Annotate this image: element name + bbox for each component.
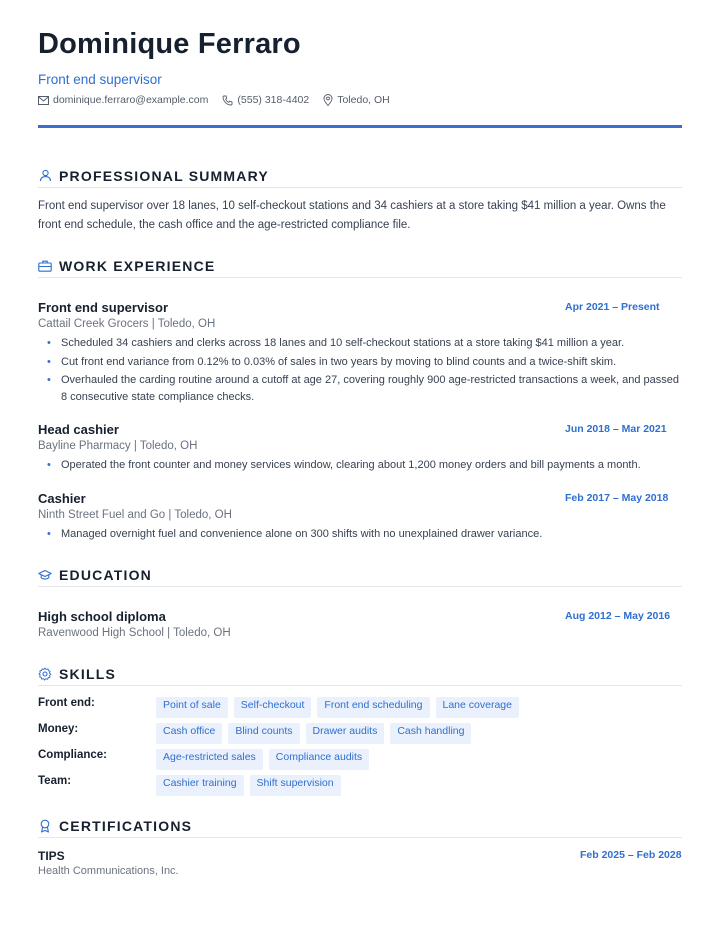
mail-icon <box>38 96 49 105</box>
education-dates: Aug 2012 – May 2016 <box>565 610 671 622</box>
candidate-name: Dominique Ferraro <box>38 28 301 60</box>
skill-category-label: Compliance: <box>38 749 108 761</box>
certification-title: TIPS <box>38 849 65 863</box>
job-bullets <box>38 335 682 405</box>
skill-category-label: Money: <box>38 723 79 735</box>
section-title: EDUCATION <box>59 566 152 583</box>
skill-chip: Compliance audits <box>269 749 369 770</box>
skill-chip: Age-restricted sales <box>156 749 263 770</box>
bullet-item: • Cut front end variance from 0.12% to 0.03% of sales in two years by moving to blind counts and a twice-shift skim. <box>38 354 682 371</box>
skill-chip: Blind counts <box>228 723 299 744</box>
section-experience-header <box>38 254 682 278</box>
briefcase-icon <box>38 259 52 273</box>
skill-chip: Drawer audits <box>306 723 385 744</box>
job-org: Bayline Pharmacy | Toledo, OH <box>38 440 198 452</box>
skill-row <box>38 694 682 720</box>
contact-email[interactable] <box>38 94 208 106</box>
gear-icon <box>38 667 52 681</box>
award-ribbon-icon <box>38 819 52 833</box>
graduation-cap-icon <box>38 568 52 582</box>
bullet-item: • Overhauled the carding routine around a cutoff at age 27, covering roughly 900 age-restricted transactions a week, and passed 8 consecutive state compliance checks. <box>38 372 682 405</box>
job-title: Head cashier <box>38 422 119 437</box>
contact-phone[interactable] <box>222 94 309 106</box>
degree-title: High school diploma <box>38 609 166 624</box>
certification-dates: Feb 2025 – Feb 2028 <box>580 849 682 861</box>
job-org: Cattail Creek Grocers | Toledo, OH <box>38 318 216 330</box>
candidate-role: Front end supervisor <box>38 72 162 87</box>
skill-category-label: Front end: <box>38 697 95 709</box>
skill-chip: Cash handling <box>390 723 471 744</box>
location-pin-icon <box>323 94 333 106</box>
section-summary-header <box>38 164 682 188</box>
skill-chips <box>156 775 347 796</box>
skill-category-label: Team: <box>38 775 72 787</box>
phone-text: (555) 318-4402 <box>237 94 310 106</box>
section-title: CERTIFICATIONS <box>59 817 193 834</box>
bullet-item: • Managed overnight fuel and convenience alone on 300 shifts with no unexplained drawer variance. <box>38 526 682 543</box>
experience-entry <box>38 491 682 545</box>
job-title: Cashier <box>38 491 86 506</box>
bullet-item: • Scheduled 34 cashiers and clerks across 18 lanes and 10 self-checkout stations at a store taking $41 million a year. <box>38 335 682 352</box>
section-skills-header <box>38 662 682 686</box>
summary-text: Front end supervisor over 18 lanes, 10 self-checkout stations and 34 cashiers at a store taking $41 million a year. Owns the front end schedule, the cash office and the age-restricted compliance file. <box>38 200 666 231</box>
contact-bar <box>38 94 404 106</box>
experience-entry <box>38 300 682 407</box>
skill-chips <box>156 697 525 718</box>
job-title: Front end supervisor <box>38 300 169 315</box>
section-education-header <box>38 563 682 587</box>
skill-chip: Self-checkout <box>234 697 312 718</box>
job-org: Ninth Street Fuel and Go | Toledo, OH <box>38 509 232 521</box>
skill-chip: Lane coverage <box>436 697 519 718</box>
skill-chip: Shift supervision <box>250 775 341 796</box>
certification-entry <box>38 849 682 877</box>
skill-row <box>38 746 682 772</box>
section-certifications-header <box>38 814 682 838</box>
skill-row <box>38 720 682 746</box>
job-dates: Jun 2018 – Mar 2021 <box>565 423 667 435</box>
location-text: Toledo, OH <box>337 94 390 106</box>
skill-chip: Cashier training <box>156 775 244 796</box>
contact-location <box>323 94 390 106</box>
skills-list <box>38 694 682 798</box>
email-text: dominique.ferraro@example.com <box>53 94 209 106</box>
skill-chip: Front end scheduling <box>317 697 429 718</box>
header-divider <box>38 125 682 128</box>
certification-issuer: Health Communications, Inc. <box>38 865 179 877</box>
job-bullets <box>38 526 682 543</box>
person-icon <box>38 169 52 183</box>
section-title: WORK EXPERIENCE <box>59 257 216 274</box>
job-dates: Apr 2021 – Present <box>565 301 660 313</box>
section-title: SKILLS <box>59 665 116 682</box>
skill-chips <box>156 749 375 770</box>
school-name: Ravenwood High School | Toledo, OH <box>38 627 231 639</box>
section-title: PROFESSIONAL SUMMARY <box>59 167 269 184</box>
experience-entry <box>38 422 682 476</box>
skill-chip: Point of sale <box>156 697 228 718</box>
education-entry <box>38 609 682 639</box>
bullet-item: • Operated the front counter and money services window, clearing about 1,200 money orders and bill payments a month. <box>38 457 682 474</box>
skill-row <box>38 772 682 798</box>
phone-icon <box>222 95 233 106</box>
skill-chip: Cash office <box>156 723 222 744</box>
job-bullets <box>38 457 682 474</box>
skill-chips <box>156 723 477 744</box>
job-dates: Feb 2017 – May 2018 <box>565 492 669 504</box>
